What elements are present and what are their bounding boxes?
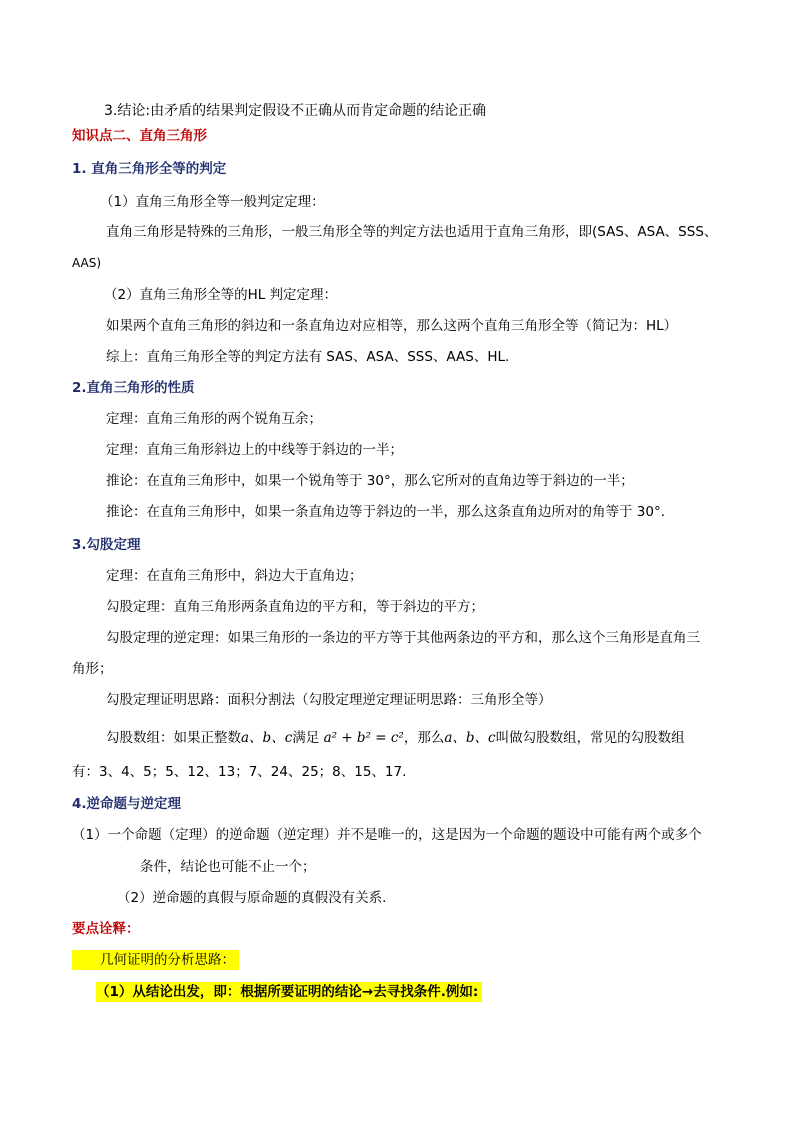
- subheading-congruence: 1. 直角三角形全等的判定: [72, 161, 227, 177]
- text-triples-post: 叫做勾股数组，常见的勾股数组: [495, 730, 685, 746]
- text-triples-pre: 勾股数组：如果正整数: [106, 730, 241, 746]
- text-triples-then: ，那么: [403, 730, 445, 746]
- math-abc: a、b、c: [241, 730, 293, 746]
- text-general-theorem: （1）直角三角形全等一般判定定理：: [100, 194, 325, 210]
- text-triples-mid: 满足: [292, 730, 320, 746]
- text-aas: AAS): [72, 256, 102, 270]
- text-converse-unique: （1）一个命题（定理）的逆命题（逆定理）并不是唯一的，这是因为一个命题的题设中可能有两个或多个: [72, 827, 702, 843]
- text-proof-idea: 勾股定理证明思路：面积分割法（勾股定理逆定理证明思路：三角形全等）: [106, 692, 552, 708]
- text-converse: 勾股定理的逆定理：如果三角形的一条边的平方等于其他两条边的平方和，那么这个三角形是直角三: [106, 630, 700, 646]
- text-special-triangle: 直角三角形是特殊的三角形，一般三角形全等的判定方法也适用于直角三角形，即(SAS、ASA、SSS、: [106, 224, 718, 240]
- text-median: 定理：直角三角形斜边上的中线等于斜边的一半；: [106, 442, 403, 458]
- text-truth-value: （2）逆命题的真假与原命题的真假没有关系.: [117, 890, 387, 906]
- key-points-heading: 要点诠释：: [72, 921, 140, 937]
- subheading-pythagoras: 3.勾股定理: [72, 537, 141, 553]
- section-heading-right-triangle: 知识点二、直角三角形: [72, 128, 207, 144]
- math-abc-2: a、b、c: [444, 730, 496, 746]
- text-summary: 综上：直角三角形全等的判定方法有 SAS、ASA、SSS、AAS、HL.: [106, 349, 510, 365]
- analysis-idea-highlight: 几何证明的分析思路：: [72, 950, 239, 970]
- text-pythagoras: 勾股定理：直角三角形两条直角边的平方和，等于斜边的平方；: [106, 599, 484, 615]
- text-triples-list: 有：3、4、5；5、12、13；7、24、25；8、15、17.: [72, 764, 407, 780]
- conclusion-line: 3.结论:由矛盾的结果判定假设不正确从而肯定命题的结论正确: [104, 103, 487, 119]
- subheading-properties: 2.直角三角形的性质: [72, 380, 195, 396]
- math-equation: a² + b² = c²: [323, 730, 404, 746]
- analysis-step-1-highlight: （1）从结论出发，即：根据所要证明的结论→去寻找条件.例如:: [96, 982, 482, 1002]
- subheading-converse: 4.逆命题与逆定理: [72, 796, 182, 812]
- text-hl-theorem: （2）直角三角形全等的HL 判定定理：: [104, 287, 338, 303]
- text-converse-end: 角形；: [72, 661, 113, 677]
- text-hypotenuse: 定理：在直角三角形中，斜边大于直角边；: [106, 568, 363, 584]
- text-hl-statement: 如果两个直角三角形的斜边和一条直角边对应相等，那么这两个直角三角形全等（简记为：HL）: [106, 318, 678, 334]
- text-corollary-30: 推论：在直角三角形中，如果一个锐角等于 30°，那么它所对的直角边等于斜边的一半；: [106, 473, 634, 489]
- text-acute-angles: 定理：直角三角形的两个锐角互余；: [106, 411, 322, 427]
- text-corollary-half: 推论：在直角三角形中，如果一条直角边等于斜边的一半，那么这条直角边所对的角等于 30°．: [106, 504, 675, 520]
- text-triples: [106, 728, 685, 748]
- text-converse-unique-end: 条件，结论也可能不止一个；: [140, 859, 316, 875]
